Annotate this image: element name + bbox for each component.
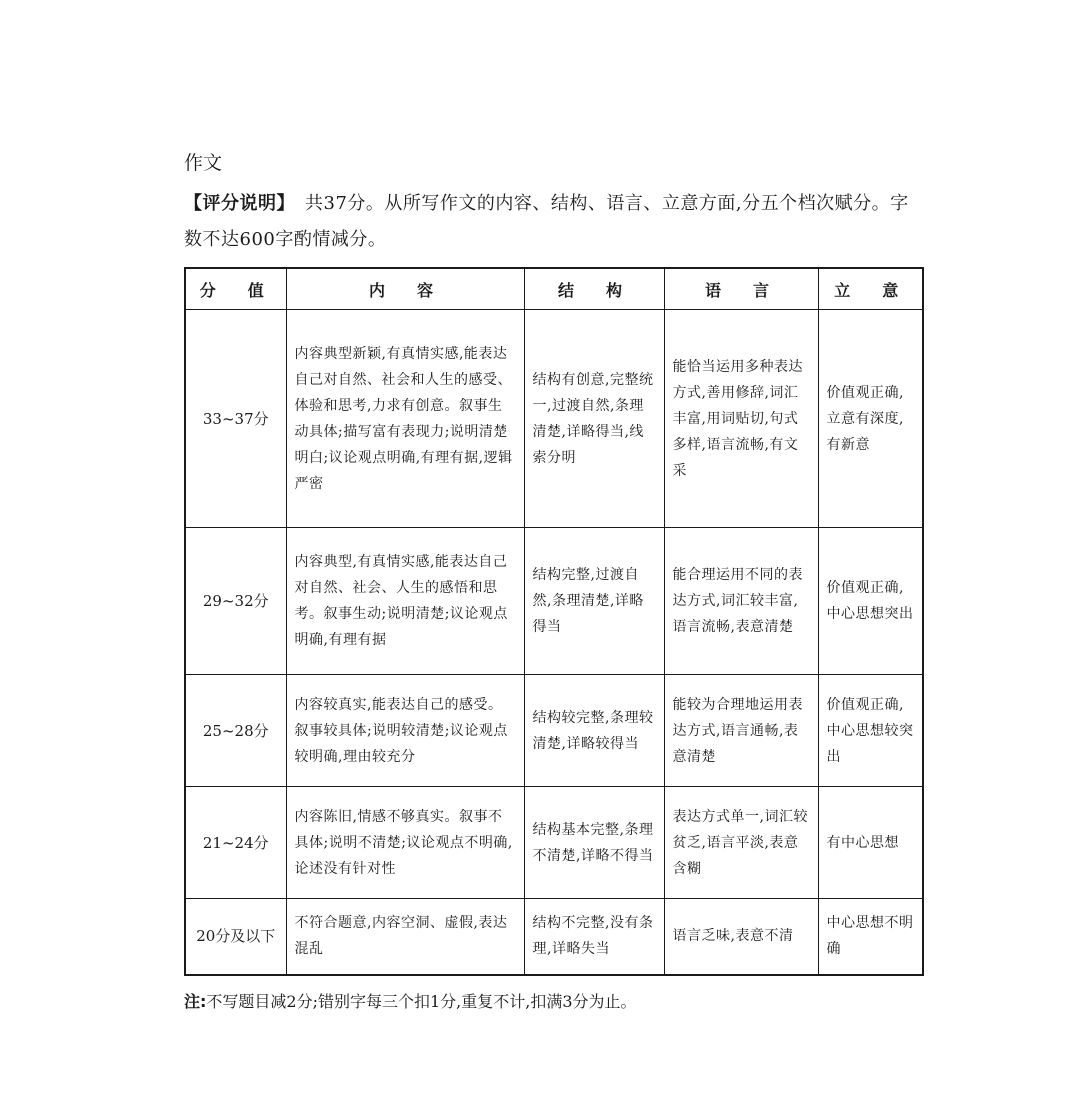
language-cell: 语言乏味,表意不清: [664, 899, 818, 975]
footnote-text: 不写题目减2分;错别字每三个扣1分,重复不计,扣满3分为止。: [206, 992, 637, 1011]
structure-cell: 结构有创意,完整统一,过渡自然,条理清楚,详略得当,线索分明: [524, 310, 664, 528]
content-cell: 内容典型新颖,有真情实感,能表达自己对自然、社会和人生的感受、体验和思考,力求有创意。叙事生动具体;描写富有表现力;说明清楚明白;议论观点明确,有理有据,逻辑严密: [286, 310, 524, 528]
structure-cell: 结构不完整,没有条理,详略失当: [524, 899, 664, 975]
theme-cell: 价值观正确,中心思想较突出: [818, 675, 923, 787]
footnote-label: 注:: [184, 992, 207, 1011]
content-cell: 不符合题意,内容空洞、虚假,表达混乱: [286, 899, 524, 975]
header-score: 分 值: [185, 268, 286, 310]
scoring-rubric-table: [184, 267, 924, 976]
section-title: 作文: [184, 152, 223, 174]
language-cell: 能较为合理地运用表达方式,语言通畅,表意清楚: [664, 675, 818, 787]
table-row: [185, 675, 923, 787]
score-cell: 29~32分: [185, 528, 286, 675]
score-cell: 25~28分: [185, 675, 286, 787]
structure-cell: 结构基本完整,条理不清楚,详略不得当: [524, 787, 664, 899]
table-row: [185, 528, 923, 675]
header-language: 语 言: [664, 268, 818, 310]
table-row: [185, 310, 923, 528]
language-cell: 能恰当运用多种表达方式,善用修辞,词汇丰富,用词贴切,句式多样,语言流畅,有文采: [664, 310, 818, 528]
table-header-row: [185, 268, 923, 310]
scoring-instructions-text: 共37分。从所写作文的内容、结构、语言、立意方面,分五个档次赋分。字数不达600字酌情减分。: [184, 193, 909, 250]
score-cell: 20分及以下: [185, 899, 286, 975]
theme-cell: 有中心思想: [818, 787, 923, 899]
structure-cell: 结构较完整,条理较清楚,详略较得当: [524, 675, 664, 787]
footnote: [184, 990, 637, 1014]
score-cell: 33~37分: [185, 310, 286, 528]
header-structure: 结 构: [524, 268, 664, 310]
theme-cell: 价值观正确,中心思想突出: [818, 528, 923, 675]
language-cell: 能合理运用不同的表达方式,词汇较丰富,语言流畅,表意清楚: [664, 528, 818, 675]
scoring-instructions: [184, 186, 926, 258]
content-cell: 内容典型,有真情实感,能表达自己对自然、社会、人生的感悟和思考。叙事生动;说明清楚;议论观点明确,有理有据: [286, 528, 524, 675]
table-row: [185, 787, 923, 899]
content-cell: 内容陈旧,情感不够真实。叙事不具体;说明不清楚;议论观点不明确,论述没有针对性: [286, 787, 524, 899]
score-cell: 21~24分: [185, 787, 286, 899]
scoring-instructions-label: 【评分说明】: [184, 193, 295, 214]
header-content: 内 容: [286, 268, 524, 310]
theme-cell: 价值观正确,立意有深度,有新意: [818, 310, 923, 528]
theme-cell: 中心思想不明确: [818, 899, 923, 975]
structure-cell: 结构完整,过渡自然,条理清楚,详略得当: [524, 528, 664, 675]
content-cell: 内容较真实,能表达自己的感受。叙事较具体;说明较清楚;议论观点较明确,理由较充分: [286, 675, 524, 787]
language-cell: 表达方式单一,词汇较贫乏,语言平淡,表意含糊: [664, 787, 818, 899]
header-theme: 立 意: [818, 268, 923, 310]
table-row: [185, 899, 923, 975]
